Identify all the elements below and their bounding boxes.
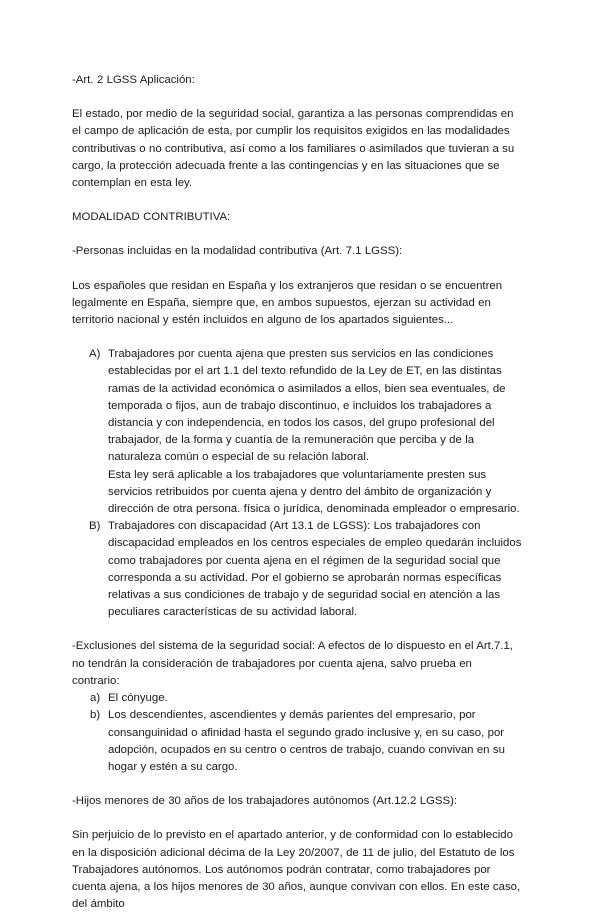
list-marker: a) [90,692,101,705]
list-item-text: Trabajadores por cuenta ajena que presten sus servicios en las condiciones establecidas por el art 1.1 del texto refundido de la Ley de ET, en las distintas ramas de la actividad económica o asimilados a ellos, bien sea eventuales, de temporada o fijos, aun de trabajo discontinuo, e incluidos los trabajadores a distancia y con independencia, en todos los casos, del grupo profesional del trabajador, de la forma y cuantía de la remuneración que perciba y de la naturaleza común o especial de su relación laboral. [108,348,506,464]
list-item [90,707,522,776]
exclusions-list [90,690,522,776]
list-marker: A) [89,348,101,361]
children-heading: -Hijos menores de 30 años de los trabajadores autónomos (Art.12.2 LGSS): [72,795,458,808]
section-title: MODALIDAD CONTRIBUTIVA: [72,211,231,224]
list-item [89,518,522,621]
list-item [90,690,522,707]
list-item-extra: Esta ley será aplicable a los trabajadores que voluntariamente presten sus servicios retribuidos por cuenta ajena y dentro del ámbito de organización y dirección de otra persona. física o jurídica, denominada empleador o empresario. [108,468,520,516]
exclusions-paragraph: -Exclusiones del sistema de la seguridad social: A efectos de lo dispuesto en el Art.7.1, no tendrán la consideración de trabajadores por cuenta ajena, salvo prueba en contrario: [72,640,513,687]
list-item [89,346,522,518]
list-item-text: Los descendientes, ascendientes y demás parientes del empresario, por consanguinidad o afinidad hasta el segundo grado inclusive y, en su caso, por adopción, ocupados en su centro o centros de trabajo, cuando convivan en su hogar y estén a su cargo. [108,709,505,773]
included-heading: -Personas incluidas en la modalidad contributiva (Art. 7.1 LGSS): [72,245,403,258]
list-marker: b) [90,709,101,722]
intro-paragraph: El estado, por medio de la seguridad social, garantiza a las personas comprendidas en el campo de aplicación de esta, por cumplir los requisitos exigidos en las modalidades contributivas o no contributiva, así como a los familiares o asimilados que tuvieran a su cargo, la protección adecuada frente a las contingencias y en las situaciones que se contemplan en esta ley. [72,108,515,190]
list-marker: B) [89,520,101,533]
included-list [89,346,522,621]
list-item-text: Trabajadores con discapacidad (Art 13.1 de LGSS): Los trabajadores con discapacidad empleados en los centros especiales de empleo quedarán incluidos como trabajadores por cuenta ajena en el régimen de la seguridad social que corresponda a su actividad. Por el gobierno se aprobarán normas específicas relativas a sus condiciones de trabajo y de seguridad social en atención a las peculiares características de su actividad laboral. [108,520,522,619]
children-paragraph: Sin perjuicio de lo previsto en el apartado anterior, y de conformidad con lo establecido en la disposición adicional décima de la Ley 20/2007, de 11 de julio, del Estatuto de los Trabajadores autónomos. Los autónomos podrán contratar, como trabajadores por cuenta ajena, a los hijos menores de 30 años, aunque convivan con ellos. En este caso, del ámbito [72,829,521,911]
list-item-text: El cónyuge. [108,692,168,705]
article-heading: -Art. 2 LGSS Aplicación: [72,74,195,86]
included-paragraph: Los españoles que residan en España y los extranjeros que residan o se encuentren legalmente en España, siempre que, en ambos supuestos, ejerzan su actividad en territorio nacional y estén incluidos en alguno de los apartados siguientes... [72,279,503,327]
